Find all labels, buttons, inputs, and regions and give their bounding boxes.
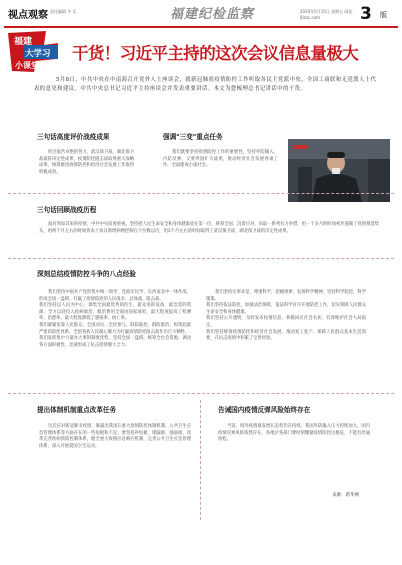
section-title: 三句话回顾战疫历程 [37,206,97,214]
section-body-right: 我们坚持实事求是、尊重科学，把握规律，发扬科学精神，坚持科学防控，科学施策。 我们坚持依法防控，加强法治保障，依法科学有序开展防控工作，切实保障人民群众生命安全和身体健康。 我们坚持公开透明、及时发布疫情信息，积极回应社会关切，有效维护社会大局稳定。 我们坚持统筹疫情防控和经济社会发展，推动复工复产，保障人民群众基本生活需要，在抗击疫情中积累了宝贵经验。 [206,290,366,342]
section-body: 面对突如其来的疫情，中共中央高度重视，坚持把人民生命安全和身体健康放在第一位，统筹全国、沉着应对，采取一系列有力举措，用一个多月的时间初步遏制了疫情蔓延势头，用两个月左右的时间将本土每日新增病例控制在个位数以内，用3个月左右的时间取得了武汉保卫战、湖北保卫战的决定性成果。 [39,222,379,234]
section-title: 三句话高度评价战疫成果 [37,133,110,141]
section-title: 深刻总结疫情防控斗争的八点经验 [37,270,136,278]
divider [8,258,394,259]
logo-line1: 福建 [14,37,33,47]
section-title: 告诫国内疫情反弹风险始终存在 [218,406,311,414]
section-body: 这次应对新冠肺炎疫情，暴露出我国在重大疫情防控体制机制、公共卫生应急管理体系等方面存在的一些短板和不足。要坚持补短板、堵漏洞、强弱项，改革完善疾病预防控制体系，健全重大疫情应急响应机制，完善公共卫生应急管理体系，深入开展爱国卫生运动。 [39,424,191,449]
section-body: 当前，境外疫情暴发增长态势仍在持续，我国外防输入压力持续加大，国内疫情反弹风险依然存在，各地区各部门要时刻绷紧疫情防控这根弦，不能有丝毫放松。 [218,424,370,443]
masthead: 福建纪检监察 [170,7,255,22]
section-body-left: 我们坚持中国共产党的集中统一领导，党政军民学、东西南北中一体作战，形成全国一盘棋、打赢了疫情防控的人民战争、总体战、阻击战。 我们坚持以人民为中心，调集全国最优秀的医生、最先进的设备、最急需的资源，全力以赴投入疫病救治，救治费用全部由国家承担，最大程度提高了检测率、治愈率，最大程度降低了感染率、病亡率。 我们紧紧依靠人民群众，全国动员、全民参与，联防联控、群防群治，构筑起最严密的防控体系，全国各族人民凝心聚力为打赢疫情防控阻击战作出巨大牺牲。 我们发挥集中力量办大事的制度优势，坚持全国一盘棋，统筹全社会资源，调动各方面积极性，迅速形成了抗击疫情强大合力。 [39,290,191,348]
column-divider [200,400,201,520]
section-title: 强调"三变"重点任务 [163,133,223,141]
section-body: 我们既要坚持疫情防控工作的重要性，坚持外防输入、内防反弹，又要巩固扩大战果，推动经济社会发展各项工作，全面建成小康社会。 [163,150,278,169]
section-body: 经过艰苦卓绝的努力，武汉保卫战、湖北保卫战取得决定性成果，疫情防控阻击战取得重大战略成果，统筹推进疫情防控和经济社会发展工作取得积极成效。 [39,150,134,175]
editor-meta: 责任编辑 牛 乐 [50,9,77,14]
page-unit: 版 [380,11,387,19]
lead-paragraph: 5月8日，中共中央在中南海召开党外人士座谈会，就新冠肺炎疫情防控工作听取各民主党派中央、全国工商联和无党派人士代表的意见和建议。中共中央总书记习近平主持座谈会并发表重要讲话。本文为您梳理总书记讲话中的干货。 [34,77,377,92]
section-title: 提出体制机制重点改革任务 [37,406,117,414]
divider [8,193,394,194]
header-rule [4,26,398,28]
logo-line3: 小课堂 [15,61,39,70]
divider [8,393,394,394]
date-meta: 2020年5月15日 星期五 网址：fjlzxc.com [300,9,357,20]
logo-line2: 大学习 [25,49,51,59]
page-number: 3 [360,4,372,24]
headline: 干货！习近平主持的这次会议信息量极大 [72,44,359,63]
column-logo [6,31,61,73]
column-name: 视点观察 [8,10,48,21]
source-credit: 来源：新华网 [332,493,359,498]
